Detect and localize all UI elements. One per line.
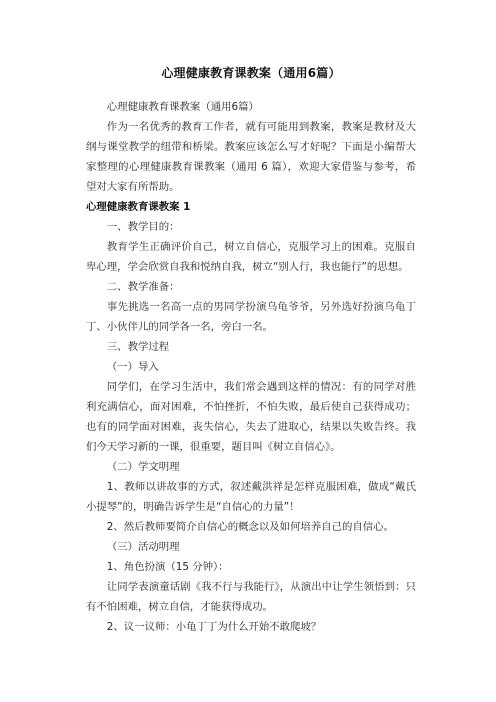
paragraph: 二、教学准备：	[106, 281, 180, 293]
paragraph: 1、角色扮演（15 分钟）：	[106, 561, 229, 573]
paragraph: 2、然后教师要简介自信心的概念以及如何培养自己的自信心。	[106, 521, 394, 533]
document-title: 心理健康教育课教案（通用6篇）	[161, 66, 341, 80]
paragraph: （一）导入	[106, 361, 159, 373]
paragraph: 同学们，在学习生活中，我们常会遇到这样的情况：有的同学对胜利充满信心，面对困难，不怕挫折，不怕失败，最后使自己获得成功；也有的同学面对困难，丧失信心，失去了进取心，结果以失败告终。我们今天学习新的一课，很重要，题目叫《树立自信心》。	[86, 381, 416, 453]
paragraph: 事先挑选一名高一点的男同学扮演乌龟爷爷，另外选好扮演乌龟丁丁、小伙伴儿的同学各一名，旁白一名。	[86, 301, 416, 333]
paragraph: 教育学生正确评价自己，树立自信心，克服学习上的困难。克服自卑心理，学会欣赏自我和悦纳自我，树立“别人行，我也能行”的思想。	[86, 241, 416, 273]
document-body	[86, 97, 416, 637]
paragraph: 1、教师以讲故事的方式，叙述戴洪祥是怎样克服困难，做成“戴氏小提琴”的，明确告诉学生是“自信心的力量”！	[86, 481, 416, 513]
paragraph: 作为一名优秀的教育工作者，就有可能用到教案，教案是教材及大纲与课堂教学的纽带和桥梁。教案应该怎么写才好呢？下面是小编帮大家整理的心理健康教育课教案（通用 6 篇），欢迎大家借鉴与参考，希望对大家有所帮助。	[86, 121, 416, 193]
section-heading: 心理健康教育课教案 1	[86, 201, 191, 213]
paragraph: 心理健康教育课教案（通用6篇）	[106, 101, 259, 113]
paragraph: 让同学表演童话剧《我不行与我能行》，从演出中让学生领悟到：只有不怕困难，树立自信，才能获得成功。	[86, 581, 416, 613]
paragraph: （三）活动明理	[106, 541, 180, 553]
paragraph: 三、教学过程	[106, 341, 170, 353]
paragraph: 一、教学目的：	[106, 221, 180, 233]
paragraph: 2、议一议师：小龟丁丁为什么开始不敢爬坡？	[106, 621, 322, 633]
paragraph: （二）学文明理	[106, 461, 180, 473]
